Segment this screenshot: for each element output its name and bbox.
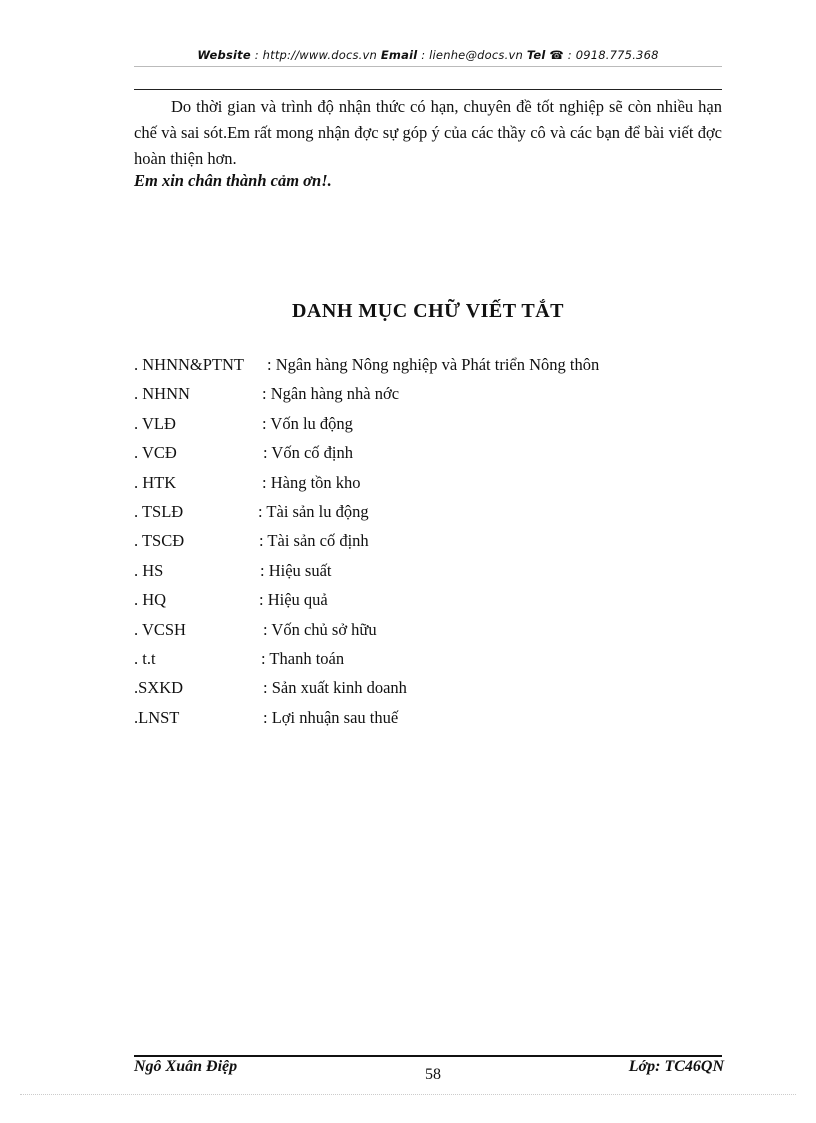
- abbreviation-term: . TSLĐ: [134, 501, 184, 521]
- abbreviation-row: [134, 350, 600, 379]
- abbreviation-row: [134, 379, 400, 408]
- website-label: Website: [197, 48, 251, 62]
- abbreviation-definition: : Ngân hàng Nông nghiệp và Phát triển Nông thôn: [267, 355, 600, 374]
- abbreviation-row: [134, 673, 407, 702]
- header-bottom-rule: [134, 89, 722, 90]
- tel-label: Tel: [526, 48, 546, 62]
- abbreviation-list: [134, 350, 600, 732]
- abbreviation-row: [134, 526, 369, 555]
- abbreviation-row: [134, 703, 399, 732]
- abbreviation-definition: : Sản xuất kinh doanh: [263, 678, 407, 698]
- abbreviation-definition: : Hiệu quả: [259, 590, 328, 610]
- abbreviation-term: . NHNN: [134, 384, 190, 404]
- abbreviation-row: [134, 468, 361, 497]
- abbreviation-definition: : Thanh toán: [261, 648, 345, 668]
- abbreviation-term: .LNST: [134, 707, 180, 727]
- footer-class: Lớp: TC46QN: [628, 1058, 724, 1075]
- abbreviation-row: [134, 556, 332, 585]
- abbreviation-term: . HS: [134, 560, 164, 580]
- abbreviation-row: [134, 585, 328, 614]
- abbreviation-definition: : Vốn chủ sở hữu: [263, 619, 377, 639]
- abbreviation-term: . VLĐ: [134, 413, 176, 433]
- abbreviation-row: [134, 644, 345, 673]
- abbreviation-term: . t.t: [134, 648, 156, 668]
- email-label: Email: [380, 48, 418, 62]
- abbreviation-term: . NHNN&PTNT: [134, 355, 244, 374]
- website-value: : http://www.docs.vn: [250, 48, 381, 62]
- abbreviation-row: [134, 409, 353, 438]
- header-top-rule: [134, 66, 722, 67]
- footer-rule: [134, 1055, 722, 1057]
- abbreviation-definition: : Lợi nhuận sau thuế: [263, 707, 399, 727]
- thanks-line: Em xin chân thành cảm ơn!.: [134, 171, 332, 190]
- email-value: : lienhe@docs.vn: [417, 48, 527, 62]
- page-header: [134, 48, 722, 62]
- abbreviation-row: [134, 438, 353, 467]
- abbreviation-row: [134, 497, 369, 526]
- section-title: DANH MỤC CHỮ VIẾT TẮT: [291, 300, 564, 322]
- tel-value: : 0918.775.368: [563, 48, 659, 62]
- abbreviation-definition: : Vốn lu động: [262, 413, 353, 433]
- abbreviation-definition: : Vốn cố định: [263, 443, 353, 463]
- phone-icon: ☎: [549, 48, 564, 62]
- page-number: 58: [425, 1066, 441, 1083]
- abbreviation-definition: : Tài sản cố định: [259, 531, 369, 551]
- abbreviation-term: . VCĐ: [134, 443, 177, 463]
- abbreviation-term: . HTK: [134, 472, 177, 492]
- abbreviation-definition: : Hàng tồn kho: [262, 472, 361, 492]
- abbreviation-definition: : Ngân hàng nhà nớc: [262, 384, 400, 404]
- abbreviation-term: . TSCĐ: [134, 531, 185, 551]
- abbreviation-term: . HQ: [134, 590, 167, 610]
- closing-paragraph: Do thời gian và trình độ nhận thức có hạn, chuyên đề tốt nghiệp sẽ còn nhiều hạn chế và sai sót.Em rất mong nhận đợc sự góp ý của các thầy cô và các bạn để bài viết đợc hoàn thiện hơn.: [134, 97, 722, 168]
- abbreviation-row: [134, 615, 377, 644]
- abbreviation-definition: : Tài sản lu động: [258, 501, 369, 521]
- page-edge-divider: [20, 1094, 796, 1095]
- footer-author: Ngô Xuân Điệp: [134, 1058, 238, 1075]
- abbreviation-term: . VCSH: [134, 619, 186, 639]
- abbreviation-definition: : Hiệu suất: [260, 560, 332, 580]
- abbreviation-term: .SXKD: [134, 678, 184, 698]
